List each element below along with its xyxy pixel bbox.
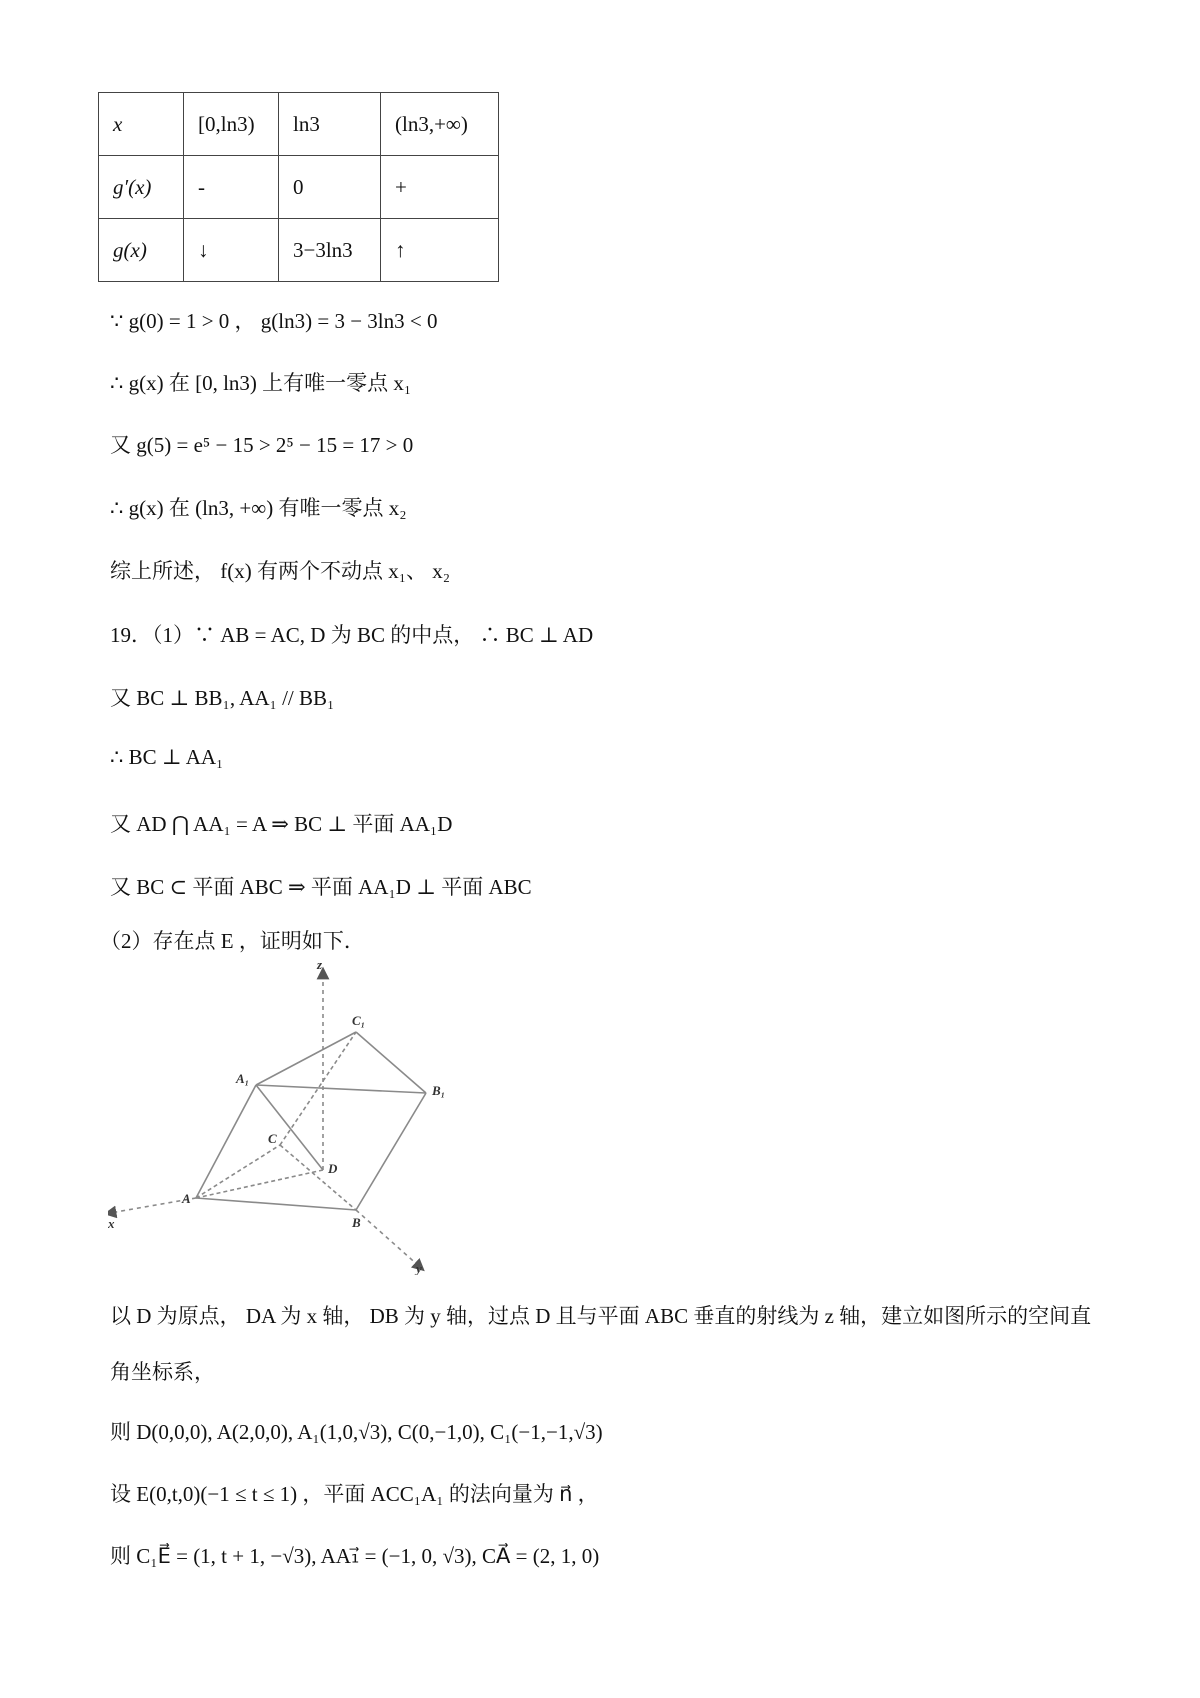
edge-C1B1 xyxy=(356,1032,426,1093)
table-cell: ↑ xyxy=(381,219,499,282)
table-cell: ↓ xyxy=(184,219,279,282)
label-A1: A₁ xyxy=(236,1071,250,1086)
vectors-line: 则 C₁E⃗ = (1, t + 1, −√3), AA₁⃗ = (−1, 0, √3), CA⃗ = (2, 1, 0) xyxy=(110,1544,600,1568)
solution-line: 又 BC ⊂ 平面 ABC ⇒ 平面 AA₁D ⊥ 平面 ABC xyxy=(110,875,532,899)
edge-AD xyxy=(196,1170,323,1198)
table-row xyxy=(99,93,499,156)
table-cell: g(x) xyxy=(99,219,184,282)
segment-A1D xyxy=(256,1085,323,1170)
coordinates-line: 则 D(0,0,0), A(2,0,0), A₁(1,0,√3), C(0,−1,0), C₁(−1,−1,√3) xyxy=(110,1420,603,1444)
table-cell: 3−3ln3 xyxy=(279,219,381,282)
label-B1: B₁ xyxy=(432,1083,446,1098)
table-cell: (ln3,+∞) xyxy=(381,93,499,156)
edge-BB1 xyxy=(356,1093,426,1210)
solution-line: 综上所述， f(x) 有两个不动点 x₁、 x₂ xyxy=(110,559,451,583)
solution-line: ∴ g(x) 在 [0, ln3) 上有唯一零点 x₁ xyxy=(110,371,412,395)
table-cell: 0 xyxy=(279,156,381,219)
edge-AB xyxy=(196,1198,356,1210)
label-C: C xyxy=(268,1131,277,1146)
label-y: y xyxy=(416,1261,422,1275)
label-D: D xyxy=(328,1161,338,1176)
label-C1: C₁ xyxy=(352,1013,366,1028)
prism-diagram xyxy=(108,955,463,1275)
solution-line: ∴ BC ⊥ AA₁ xyxy=(110,745,224,769)
solution-line: ∵ g(0) = 1 > 0 ， g(ln3) = 3 − 3ln3 < 0 xyxy=(110,309,438,333)
solution-line: 设 E(0,t,0)(−1 ≤ t ≤ 1) ，平面 ACC₁A₁ 的法向量为 n⃗ ， xyxy=(110,1482,599,1506)
edge-CB xyxy=(280,1145,356,1210)
edge-A1B1 xyxy=(256,1085,426,1093)
solution-line: ∴ g(x) 在 (ln3, +∞) 有唯一零点 x₂ xyxy=(110,496,407,520)
label-B: B xyxy=(352,1215,361,1230)
solution-line: 又 g(5) = e⁵ − 15 > 2⁵ − 15 = 17 > 0 xyxy=(110,433,414,457)
label-A: A xyxy=(182,1191,191,1206)
label-z: z xyxy=(317,957,323,972)
y-axis xyxy=(356,1210,420,1267)
solution-line: 又 AD ⋂ AA₁ = A ⇒ BC ⊥ 平面 AA₁D xyxy=(110,812,453,836)
variation-table xyxy=(98,92,499,282)
table-row xyxy=(99,219,499,282)
edge-AC xyxy=(196,1145,280,1198)
prism-figure xyxy=(108,955,463,1275)
solution-line: 以 D 为原点， DA 为 x 轴， DB 为 y 轴，过点 D 且与平面 ABC 垂直的射线为 z 轴，建立如图所示的空间直 xyxy=(110,1304,1092,1328)
table-cell: + xyxy=(381,156,499,219)
table-cell: - xyxy=(184,156,279,219)
table-cell: ln3 xyxy=(279,93,381,156)
table-row xyxy=(99,156,499,219)
edge-A1C1 xyxy=(256,1032,356,1085)
label-x: x xyxy=(108,1216,115,1231)
solution-line: 角坐标系， xyxy=(110,1360,215,1384)
table-cell: g′(x) xyxy=(99,156,184,219)
table-cell: x xyxy=(99,93,184,156)
solution-line: 又 BC ⊥ BB₁, AA₁ // BB₁ xyxy=(110,686,335,710)
table-cell: [0,ln3) xyxy=(184,93,279,156)
problem-19-part1: 19．（1）∵ AB = AC, D 为 BC 的中点， ∴ BC ⊥ AD xyxy=(110,623,594,647)
problem-19-part2: （2）存在点 E ，证明如下． xyxy=(100,929,365,953)
edge-AA1 xyxy=(196,1085,256,1198)
